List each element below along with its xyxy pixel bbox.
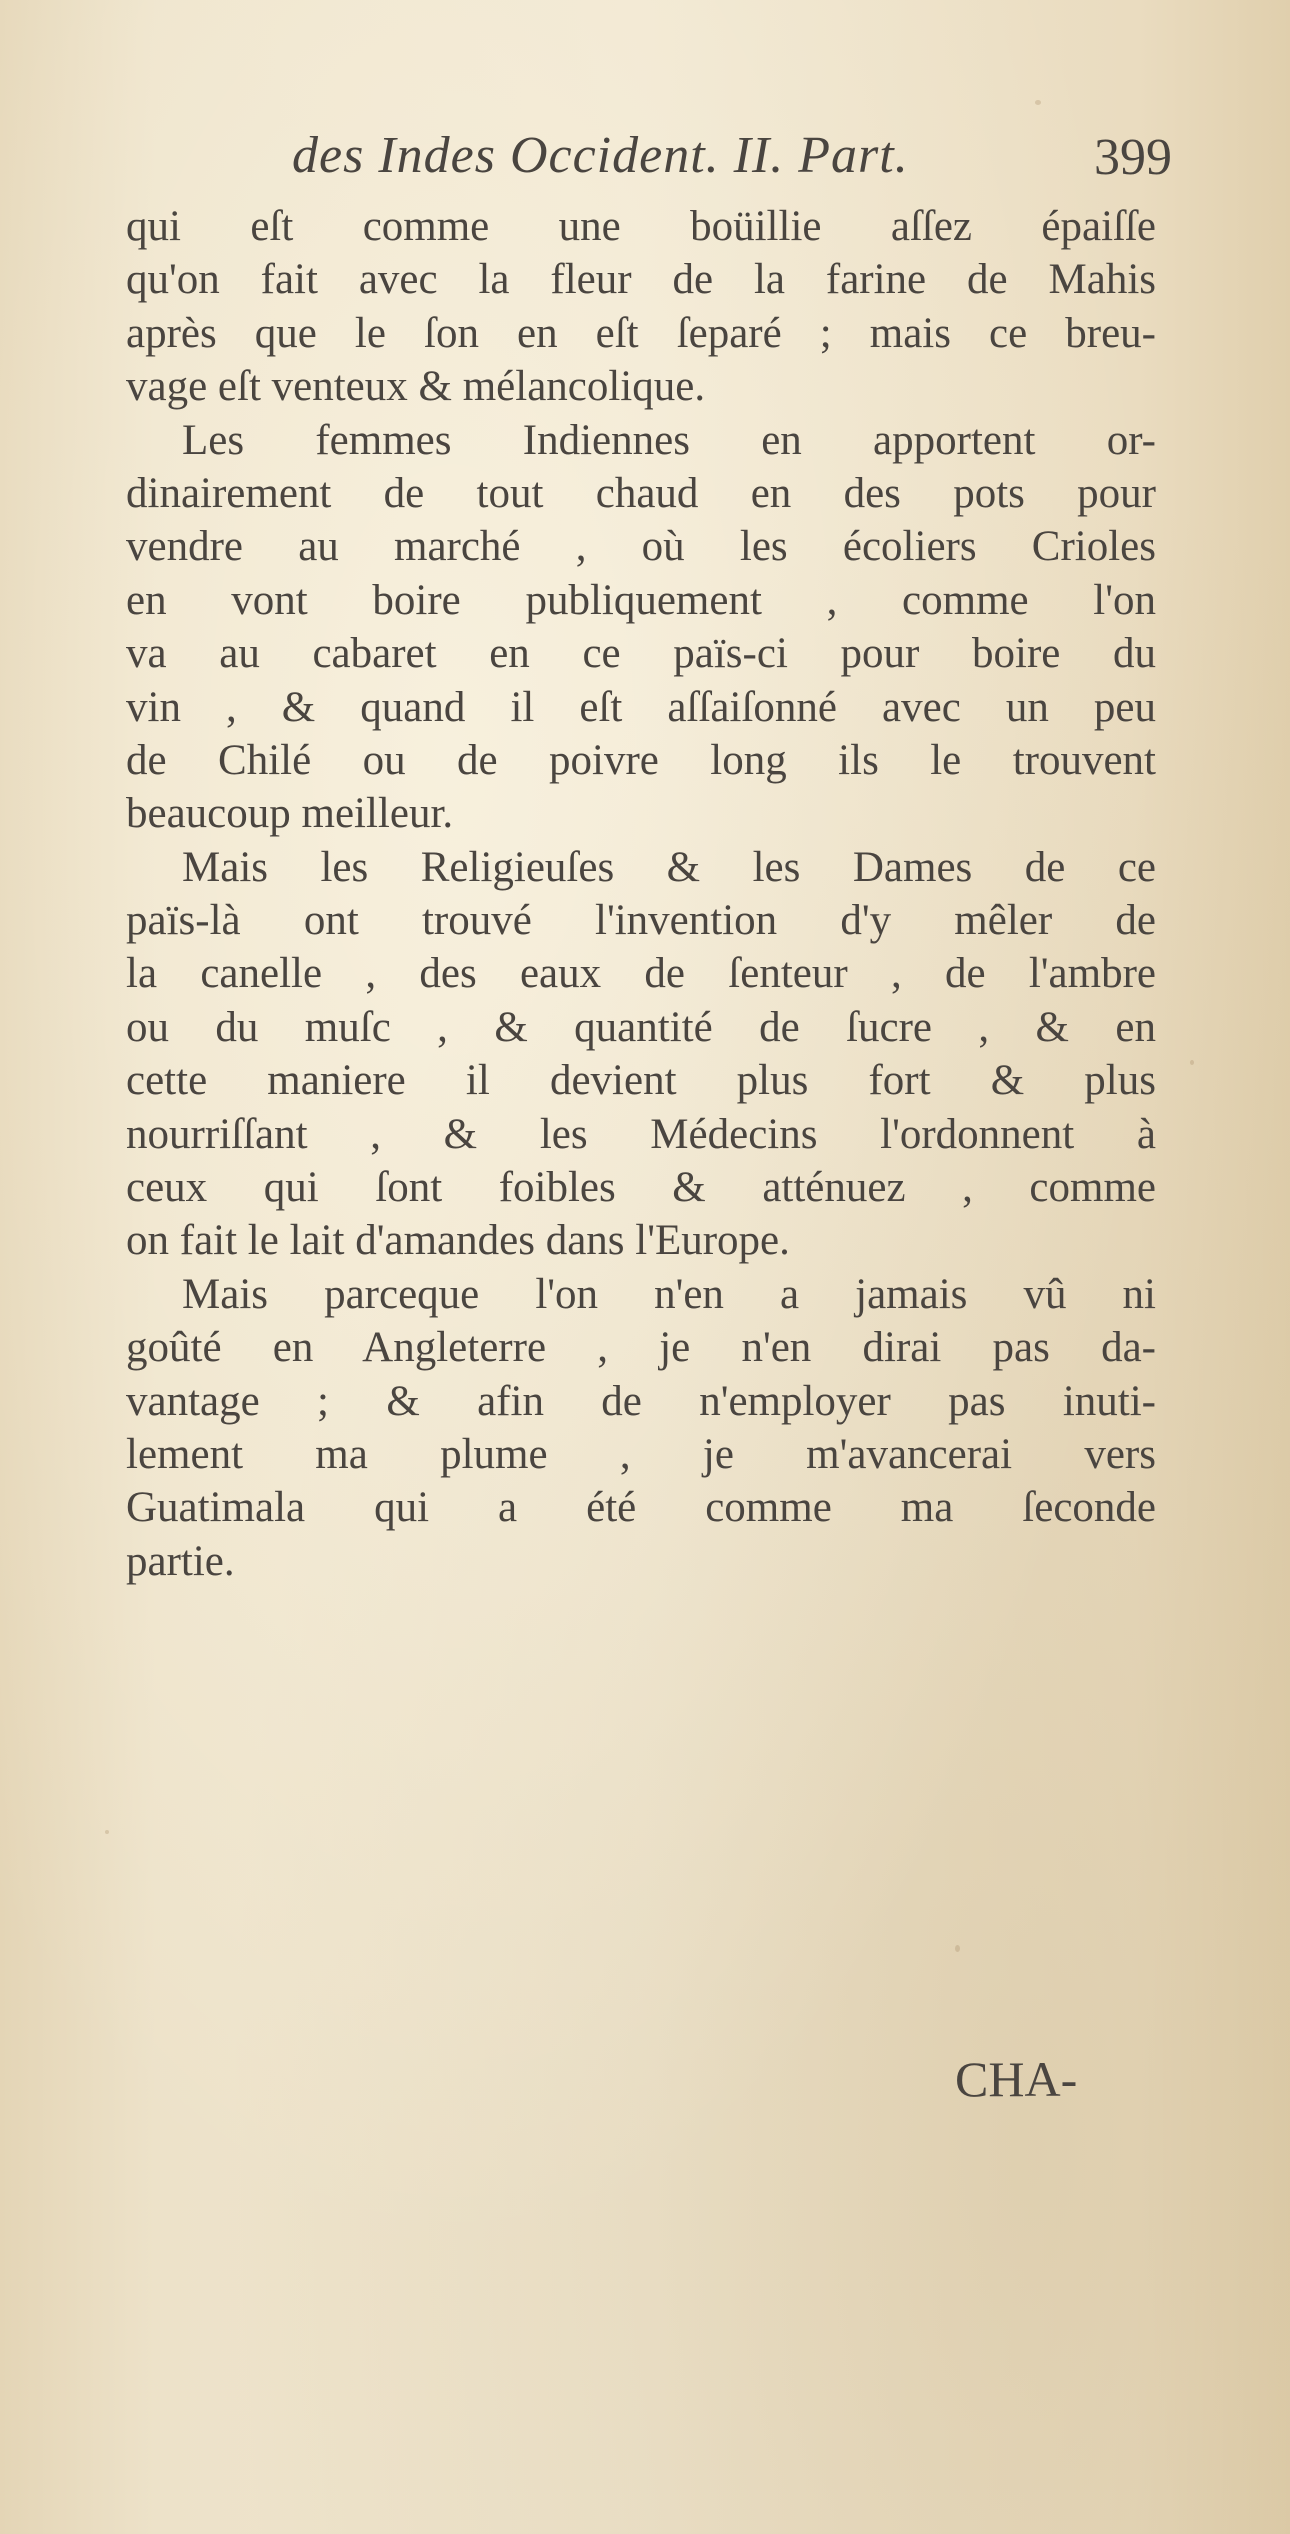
text-line: ou du muſc , & quantité de ſucre , & en <box>126 1003 1156 1051</box>
text-line: vendre au marché , où les écoliers Crioles <box>126 523 1156 571</box>
text-line: vage eſt venteux & mélancolique. <box>126 363 706 411</box>
page-number: 399 <box>1094 129 1172 186</box>
text-line: Mais les Religieuſes & les Dames de ce <box>182 843 1156 891</box>
catchword: CHA- <box>955 2051 1078 2107</box>
text-line: Les femmes Indiennes en apportent or- <box>182 416 1156 464</box>
text-line: qu'on fait avec la fleur de la farine de Mahis <box>126 256 1156 304</box>
text-line: vin , & quand il eſt aſſaiſonné avec un peu <box>126 683 1156 731</box>
page-header <box>292 118 1172 198</box>
paper-spot <box>1190 1060 1194 1065</box>
paper-spot <box>955 1945 960 1952</box>
text-line: dinairement de tout chaud en des pots pour <box>126 469 1156 517</box>
text-line: cette maniere il devient plus fort & plus <box>126 1057 1156 1105</box>
text-line: partie. <box>126 1537 235 1585</box>
text-line: va au cabaret en ce païs-ci pour boire du <box>126 630 1156 678</box>
text-line: Guatimala qui a été comme ma ſeconde <box>126 1484 1156 1532</box>
text-line: lement ma plume , je m'avancerai vers <box>126 1430 1156 1478</box>
text-line: nourriſſant , & les Médecins l'ordonnent à <box>126 1110 1156 1158</box>
text-line: vantage ; & afin de n'employer pas inuti- <box>126 1377 1156 1425</box>
text-line: goûté en Angleterre , je n'en dirai pas da- <box>126 1324 1156 1372</box>
text-line: beaucoup meilleur. <box>126 790 454 838</box>
paper-spot <box>1035 100 1041 105</box>
text-line: païs-là ont trouvé l'invention d'y mêler de <box>126 897 1156 945</box>
text-line: de Chilé ou de poivre long ils le trouvent <box>126 736 1156 784</box>
text-line: après que le ſon en eſt ſeparé ; mais ce breu- <box>126 309 1156 357</box>
text-line: Mais parceque l'on n'en a jamais vû ni <box>182 1270 1156 1318</box>
text-line: la canelle , des eaux de ſenteur , de l'ambre <box>126 950 1156 998</box>
text-line: ceux qui ſont foibles & atténuez , comme <box>126 1164 1156 1212</box>
running-title: des Indes Occident. II. Part. <box>292 127 909 184</box>
body-text <box>126 200 1156 1588</box>
text-line: on fait le lait d'amandes dans l'Europe. <box>126 1217 790 1265</box>
paper-spot <box>105 1830 109 1834</box>
text-line: qui eſt comme une boüillie aſſez épaiſſe <box>126 203 1156 250</box>
text-line: en vont boire publiquement , comme l'on <box>126 576 1156 624</box>
